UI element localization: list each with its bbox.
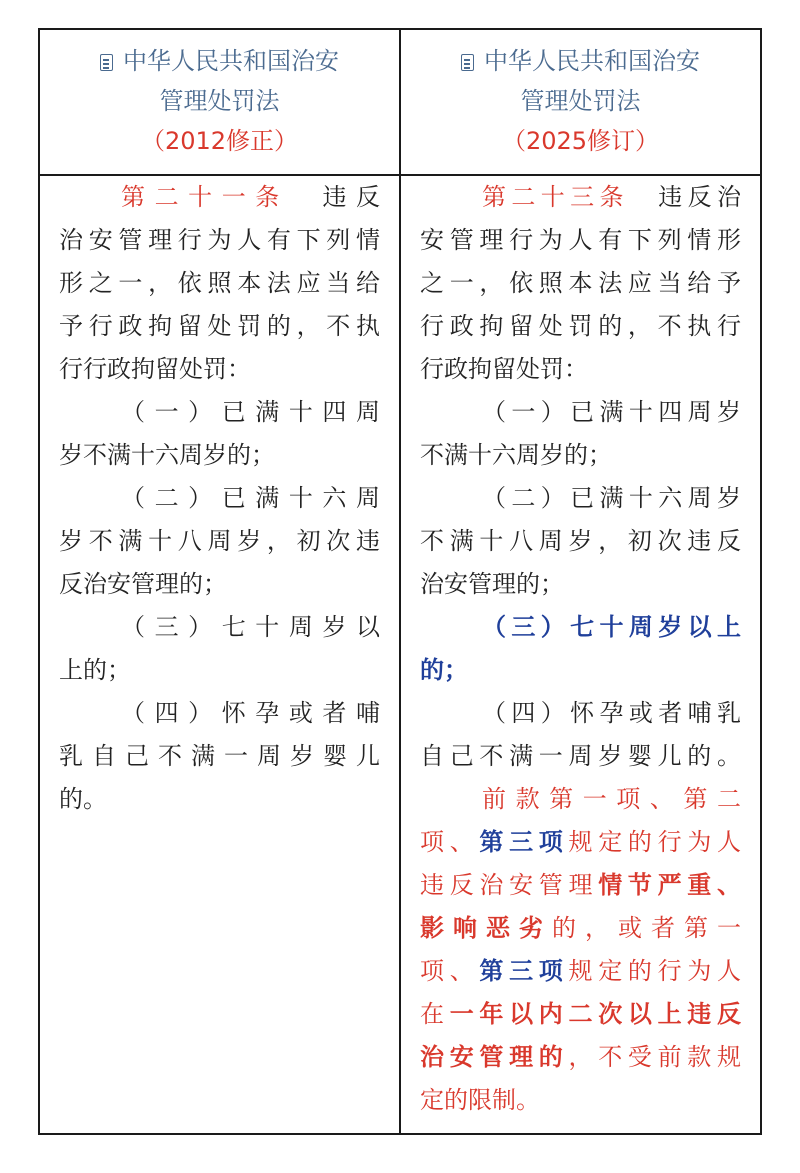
new-paragraph-line: 前款第一项、第二 [482, 785, 741, 813]
document-icon [461, 54, 474, 71]
article-number: 第二十三条 [482, 183, 629, 211]
comparison-table [38, 28, 762, 1135]
article-item: （四）怀孕或者哺乳 [482, 699, 741, 727]
header-right-year: （2025修订） [501, 127, 660, 155]
header-right-title: 中华人民共和国治安 [484, 47, 700, 75]
header-left-title: 中华人民共和国治安 [123, 47, 339, 75]
article-line: 上的； [59, 656, 131, 684]
article-item: （一）已满十四周 [121, 398, 380, 426]
article-line: 行行政拘留处罚： [59, 355, 251, 383]
article-item: （四）怀孕或者哺 [121, 699, 380, 727]
article-line: 安管理行为人有下列情形 [420, 226, 741, 254]
article-line: 治安管理的； [420, 570, 564, 598]
left-article [40, 176, 399, 821]
header-right-subtitle: 管理处罚法 [520, 87, 641, 115]
article-line: 行政拘留处罚： [420, 355, 588, 383]
new-paragraph-line: 违反治安管理情节严重、 [420, 871, 742, 899]
article-line: 治安管理行为人有下列情 [59, 226, 380, 254]
new-paragraph-line: 在一年以内二次以上违反 [420, 1000, 742, 1028]
article-item: （一）已满十四周岁 [482, 398, 741, 426]
article-line: 第二十三条 违反治 [482, 183, 741, 211]
article-item: （三）七十周岁以 [121, 613, 380, 641]
article-line-changed: 的； [420, 656, 468, 684]
new-paragraph-line: 项、第三项规定的行为人 [420, 957, 742, 985]
article-line: 反治安管理的； [59, 570, 227, 598]
article-line: 之一，依照本法应当给予 [420, 269, 741, 297]
article-line: 岁不满十六周岁的； [59, 441, 275, 469]
header-left-subtitle: 管理处罚法 [159, 87, 280, 115]
new-paragraph-line: 项、第三项规定的行为人 [420, 828, 742, 856]
article-line: 岁不满十八周岁，初次违 [59, 527, 380, 555]
article-item: （二）已满十六周 [121, 484, 380, 512]
article-item: （二）已满十六周岁 [482, 484, 741, 512]
new-paragraph-line: 影响恶劣的，或者第一 [420, 914, 741, 942]
article-line: 自己不满一周岁婴儿的。 [420, 742, 741, 770]
article-line: 的。 [59, 785, 107, 813]
article-number: 第二十一条 [121, 183, 289, 211]
article-line: 乳自己不满一周岁婴儿 [59, 742, 380, 770]
article-item-changed: （三）七十周岁以上 [482, 613, 741, 641]
article-line: 形之一，依照本法应当给 [59, 269, 380, 297]
article-line: 第二十一条 违反 [121, 183, 381, 211]
document-icon [100, 54, 113, 71]
header-left [40, 30, 399, 174]
right-article [401, 176, 760, 1122]
article-line: 不满十八周岁，初次违反 [420, 527, 741, 555]
article-line: 行政拘留处罚的，不执行 [420, 312, 741, 340]
article-line: 予行政拘留处罚的，不执 [59, 312, 380, 340]
header-left-year: （2012修正） [140, 127, 299, 155]
new-paragraph-line: 定的限制。 [420, 1086, 540, 1114]
header-right [401, 30, 760, 174]
article-line: 不满十六周岁的； [420, 441, 612, 469]
new-paragraph-line: 治安管理的，不受前款规 [420, 1043, 741, 1071]
